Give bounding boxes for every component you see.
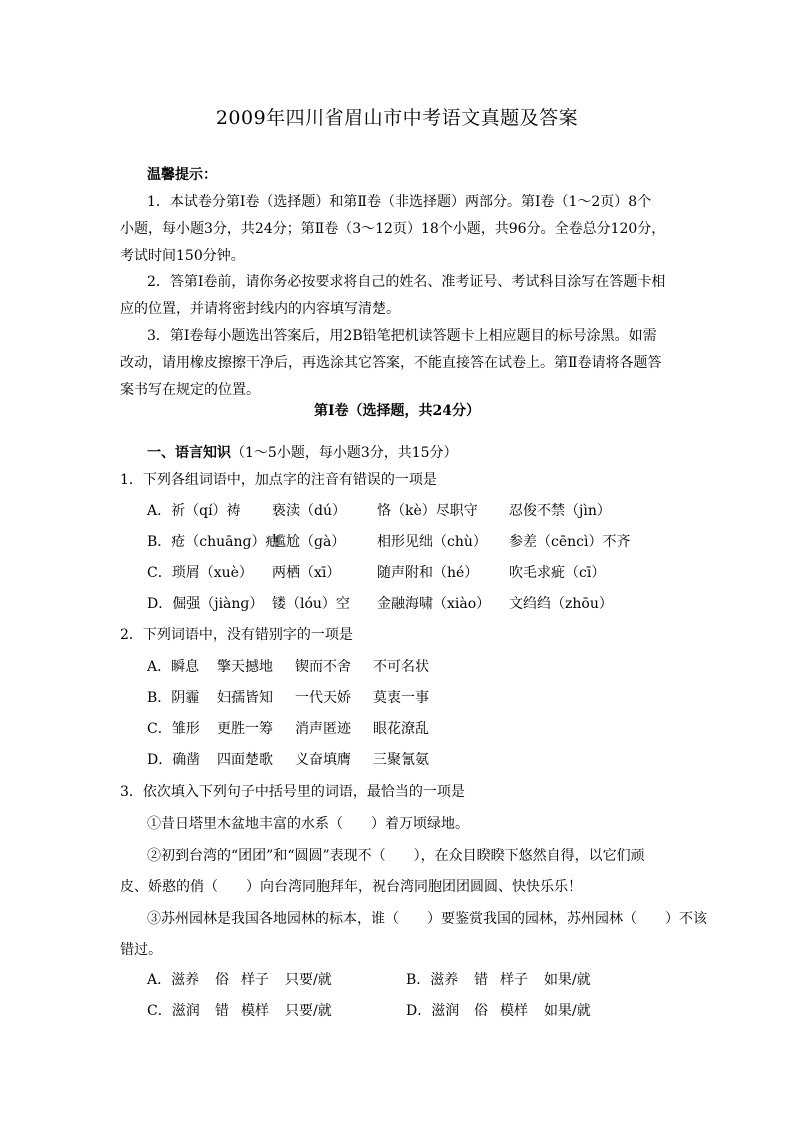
q3-b-4: 如果/就 [544, 972, 591, 988]
q3-d-1: D．滋润 [406, 1003, 460, 1019]
q1-d-3: 金融海啸（xiào） [377, 596, 491, 612]
tip-1-line-2: 小题，每小题3分，共24分；第Ⅱ卷（3～12页）18个小题，共96分。全卷总分120分， [120, 221, 666, 237]
q3-stem: 3．依次填入下列句子中括号里的词语，最恰当的一项是 [120, 784, 465, 800]
q3-sentence-2-line-1: ②初到台湾的“团团”和“圆圆”表现不（ ），在众目睽睽下悠然自得，以它们顽 [147, 848, 645, 864]
q2-d-2: 四面楚歌 [217, 752, 273, 768]
q2-d-1: D．确凿 [147, 752, 201, 768]
part-heading-row [147, 443, 458, 463]
tip-2-line-1: 2．答第Ⅰ卷前，请你务必按要求将自己的姓名、准考证号、考试科目涂写在答题卡相 [147, 274, 666, 290]
q2-option-d [147, 750, 429, 770]
tip-3-line-3: 案书写在规定的位置。 [120, 382, 260, 398]
document-title: 2009年四川省眉山市中考语文真题及答案 [215, 107, 579, 129]
q2-b-3: 一代天娇 [295, 690, 351, 706]
q1-c-1: C．琐屑（xuè） [147, 565, 253, 581]
q2-a-1: A．瞬息 [147, 659, 200, 675]
q1-c-4: 吹毛求疵（cī） [509, 565, 606, 581]
q2-option-c [147, 719, 429, 739]
q1-b-1: B．疮（chuānɡ）疤 [147, 534, 280, 550]
q2-b-4: 莫衷一事 [373, 690, 429, 706]
q1-option-b [147, 532, 630, 552]
q1-a-3: 恪（kè）尽职守 [377, 503, 478, 519]
tip-1-line-3: 考试时间150分钟。 [120, 248, 245, 264]
q2-c-3: 消声匿迹 [295, 721, 351, 737]
q2-a-2: 擎天撼地 [217, 659, 273, 675]
q3-c-1: C．滋润 [147, 1003, 200, 1019]
q2-b-2: 妇孺皆知 [217, 690, 273, 706]
tip-2-line-2: 应的位置，并请将密封线内的内容填写清楚。 [120, 301, 400, 317]
q3-option-d [406, 1001, 591, 1021]
q1-option-c [147, 563, 605, 583]
q3-option-c [147, 1001, 332, 1021]
q2-d-3: 义奋填膺 [295, 752, 351, 768]
q3-c-3: 模样 [241, 1003, 269, 1019]
q1-d-4: 文绉绉（zhōu） [509, 596, 613, 612]
q1-option-d [147, 594, 613, 614]
q3-b-3: 样子 [500, 972, 528, 988]
q2-a-4: 不可名状 [373, 659, 429, 675]
q3-sentence-3-line-1: ③苏州园林是我国各地园林的标本，谁（ ）要鉴赏我国的园林，苏州园林（ ）不该 [147, 911, 707, 927]
q3-d-4: 如果/就 [544, 1003, 591, 1019]
q2-c-4: 眼花潦乱 [373, 721, 429, 737]
q1-b-4: 参差（cēncì）不齐 [509, 534, 631, 550]
q3-sentence-2-line-2: 皮、娇憨的俏（ ）向台湾同胞拜年，祝台湾同胞团团圆圆、快快乐乐！ [120, 879, 582, 895]
q2-c-1: C．雏形 [147, 721, 200, 737]
q1-stem: 1．下列各组词语中，加点字的注音有错误的一项是 [120, 472, 437, 488]
q1-b-2: 尴尬（ɡà） [272, 534, 346, 550]
q3-d-2: 俗 [474, 1003, 488, 1019]
q1-c-2: 两栖（xī） [272, 565, 341, 581]
q2-c-2: 更胜一筹 [217, 721, 273, 737]
tip-1-line-1: 1．本试卷分第Ⅰ卷（选择题）和第Ⅱ卷（非选择题）两部分。第Ⅰ卷（1～2页）8个 [147, 194, 652, 210]
q2-option-b [147, 688, 429, 708]
q1-c-3: 随声附和（hé） [377, 565, 479, 581]
q2-a-3: 锲而不舍 [295, 659, 351, 675]
q3-b-1: B．滋养 [406, 972, 459, 988]
q3-a-4: 只要/就 [285, 972, 332, 988]
q3-a-1: A．滋养 [147, 972, 200, 988]
q3-option-a [147, 970, 332, 990]
q1-a-4: 忍俊不禁（jìn） [509, 503, 611, 519]
q1-a-2: 亵渎（dú） [272, 503, 346, 519]
q3-sentence-3-line-2: 错过。 [120, 942, 162, 958]
q3-sentence-1: ①昔日塔里木盆地丰富的水系（ ）着万顷绿地。 [147, 816, 469, 832]
part-heading: 一、语言知识 [147, 445, 231, 461]
q2-b-1: B．阴霾 [147, 690, 200, 706]
q3-a-2: 俗 [215, 972, 229, 988]
q1-a-1: A．祈（qí）祷 [147, 503, 241, 519]
tip-3-line-1: 3．第Ⅰ卷每小题选出答案后，用2B铅笔把机读答题卡上相应题目的标号涂黑。如需 [147, 328, 657, 344]
q1-d-2: 镂（lóu）空 [272, 596, 350, 612]
q1-b-3: 相形见绌（chù） [377, 534, 487, 550]
tips-heading: 温馨提示： [147, 167, 217, 183]
q3-c-2: 错 [215, 1003, 229, 1019]
q2-stem: 2．下列词语中，没有错别字的一项是 [120, 627, 353, 643]
q2-option-a [147, 657, 429, 677]
q2-d-4: 三聚氰氨 [373, 752, 429, 768]
q3-option-b [406, 970, 591, 990]
q3-b-2: 错 [474, 972, 488, 988]
q1-option-a [147, 501, 611, 521]
tip-3-line-2: 改动，请用橡皮擦擦干净后，再选涂其它答案，不能直接答在试卷上。第Ⅱ卷请将各题答 [120, 355, 662, 371]
section-title: 第Ⅰ卷（选择题，共24分） [313, 403, 481, 419]
q3-a-3: 样子 [241, 972, 269, 988]
q3-c-4: 只要/就 [285, 1003, 332, 1019]
q1-d-1: D．倔强（jiànɡ） [147, 596, 264, 612]
part-note: （1～5小题，每小题3分，共15分） [231, 445, 458, 461]
q3-d-3: 模样 [500, 1003, 528, 1019]
